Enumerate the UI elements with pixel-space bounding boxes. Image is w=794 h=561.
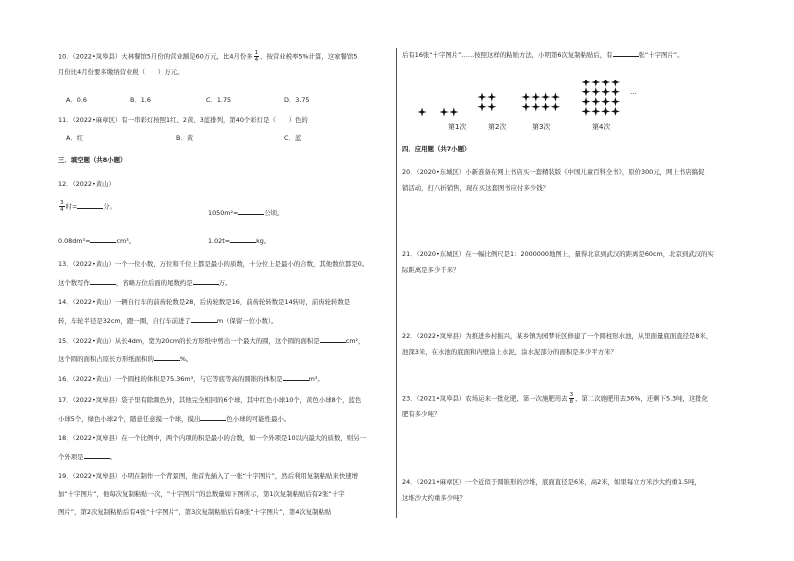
question-14-line-1: 14．（2022•黄山）一辆自行车的前齿轮数是28，后齿轮数是16，前齿轮转数是14转时，前齿轮转数是 bbox=[58, 298, 351, 306]
figure-label-1: 第1次 bbox=[448, 123, 467, 131]
figure-label-4: 第4次 bbox=[592, 123, 611, 131]
cross-image bbox=[601, 80, 610, 87]
column-divider bbox=[396, 48, 397, 518]
question-12-item-2: 1050m²= 公顷。 bbox=[208, 209, 284, 217]
option-b[interactable]: B．黄 bbox=[176, 134, 194, 142]
question-10-line-2: 月份比4月份要多缴纳营业税（ ）万元。 bbox=[58, 68, 184, 76]
figure-label-3: 第3次 bbox=[532, 123, 551, 131]
cross-image bbox=[601, 87, 610, 96]
cross-image bbox=[531, 102, 540, 111]
section-3-heading: 三．填空题（共8小题） bbox=[58, 156, 127, 164]
cross-image bbox=[581, 87, 590, 96]
question-19-line-1: 19．（2022•岚皋县）小明在制作一个背景图，他首先插入了一张“十字图片”，然后利用复制粘贴来快速增 bbox=[58, 472, 358, 480]
cross-image bbox=[541, 102, 550, 111]
cross-image bbox=[611, 97, 620, 106]
fraction: $\frac{3}{8}$ bbox=[569, 392, 574, 405]
answer-blank[interactable] bbox=[154, 354, 180, 361]
answer-blank[interactable] bbox=[283, 374, 309, 381]
cross-image bbox=[551, 92, 560, 101]
question-11-line-1: 11．（2022•麻章区）有一串彩灯按照1红、2黄、3蓝排列，第40个彩灯是（ ）色的 bbox=[58, 116, 308, 124]
cross-image bbox=[477, 102, 486, 111]
question-17-line-2: 小球5个，绿色小球2个，随意任意摸一个球，摸出 色小球的可能性最小。 bbox=[58, 415, 291, 423]
cross-image bbox=[611, 107, 620, 116]
cross-image bbox=[581, 107, 590, 116]
question-15-line-2: 这个圆的面积占原长方形纸面积的 %。 bbox=[58, 355, 193, 363]
question-22-line-1: 22．（2022•岚皋县）为推进乡村振兴，某乡镇为园梦社区修建了一个圆柱形水池，从里面量底面直径是8米， bbox=[402, 332, 713, 340]
cross-image bbox=[611, 87, 620, 96]
cross-image bbox=[551, 102, 560, 111]
cross-image bbox=[521, 102, 530, 111]
cross-image bbox=[591, 87, 600, 96]
answer-blank[interactable] bbox=[77, 202, 103, 209]
option-a[interactable]: A．红 bbox=[66, 134, 84, 142]
question-21-line-1: 21．（2020•东城区）在一幅比例尺是1：2000000地图上，量得北京到武汉的距离是60cm，北京到武汉的实 bbox=[402, 250, 714, 258]
cross-image bbox=[591, 97, 600, 106]
cross-image bbox=[487, 92, 496, 101]
question-12-item-4: 1.02t= kg。 bbox=[208, 237, 271, 245]
answer-blank[interactable] bbox=[191, 316, 217, 323]
option-c[interactable]: C．蓝 bbox=[284, 134, 302, 142]
cross-image bbox=[439, 107, 448, 116]
cross-image bbox=[521, 92, 530, 101]
question-13-line-2: 这个数写作 ，省略万位后面的尾数约是 万。 bbox=[58, 279, 232, 287]
question-17-line-1: 17．（2022•岚皋县）袋子里有除颜色外，其他完全相同的6个球，其中红色小球10个，黄色小球8个，蓝色 bbox=[58, 396, 362, 404]
fraction: $\frac{1}{4}$ bbox=[254, 50, 259, 63]
question-24-line-2: 这堆沙大约重多少吨？ bbox=[402, 494, 466, 502]
question-20-line-1: 20．（2020•东城区）小新准备在网上书店买一套精装版《中国儿童百科全书》，原价300元，网上书店搞促 bbox=[402, 168, 705, 176]
answer-blank[interactable] bbox=[90, 278, 116, 285]
fraction: $\frac{3}{4}$ bbox=[60, 200, 64, 213]
cross-image bbox=[601, 107, 610, 116]
question-12-head: 12．（2022•黄山） bbox=[58, 180, 115, 188]
question-14-line-2: 转，车轮半径是32cm，蹬一圈，自行车前进了 m（保留一位小数）。 bbox=[58, 317, 278, 325]
question-23-line-2: 肥有多少吨？ bbox=[402, 410, 441, 418]
question-15-line-1: 15．（2022•黄山）从长4dm，宽为20cm的长方形纸中剪出一个最大的圆，这个圆的面积是 cm²， bbox=[58, 337, 365, 345]
figure-ellipsis: … bbox=[630, 88, 637, 96]
cross-image bbox=[591, 107, 600, 116]
cross-image bbox=[581, 80, 590, 87]
question-19-continued: 后有16张“十字图片”……按照这样的粘贴方法，小明第6次复制粘贴后，有 张“十字图片”。 bbox=[402, 51, 684, 59]
question-21-line-2: 际距离是多少千米？ bbox=[402, 266, 460, 274]
cross-image bbox=[581, 97, 590, 106]
question-18-line-1: 18．（2022•岚皋县）在一个比例中，两个内项的积是最小的合数，如一个外项是10以内最大的质数，则另一 bbox=[58, 434, 366, 442]
question-16-line-1: 16．（2022•黄山）一个圆柱的体积是75.36m³，与它等底等高的圆锥的体积是 m³。 bbox=[58, 375, 324, 383]
cross-image bbox=[477, 92, 486, 101]
cross-image bbox=[611, 80, 620, 87]
question-10-line-1: 10．（2022•岚皋县）大林餐馆5月份的营业额是60万元，比4月份多 $\frac{1}{4}$ ，按营业税率5%计算，这家餐馆5 bbox=[58, 50, 358, 63]
question-22-line-2: 池深3米，在水池的底面和内壁涂上水泥，涂水泥部分的面积是多少平方米？ bbox=[402, 348, 617, 356]
cross-image bbox=[531, 92, 540, 101]
question-23-line-1: 23．（2021•岚皋县）农场运来一批化肥，第一次施肥用去 $\frac{3}{8}$ ，第二次施肥用去36%，还剩下5.3吨，这批化 bbox=[402, 392, 709, 405]
question-20-line-2: 销活动，打八折销售，现在买这套图书应付多少钱？ bbox=[402, 184, 549, 192]
answer-blank[interactable] bbox=[90, 236, 116, 243]
question-19-line-2: 加“十字图片”，他每次复制粘贴一次，“十字图片”的总数量如下图所示，第1次复制粘贴后有2张“十字 bbox=[58, 490, 345, 498]
question-13-line-1: 13．（2022•黄山）一个一位小数，万位和千位上都是最小的质数，十分位上是最小的合数，其他数位都是0。 bbox=[58, 260, 369, 268]
answer-blank[interactable] bbox=[84, 452, 110, 459]
cross-image bbox=[417, 107, 426, 116]
question-24-line-1: 24．（2021•麻章区）一个近似于圆锥形的沙堆，底面直径是6米，高2米，如果每立方米沙大约重1.5吨， bbox=[402, 478, 701, 486]
cross-image bbox=[591, 80, 600, 87]
option-d[interactable]: D．3.75 bbox=[284, 96, 310, 104]
option-c[interactable]: C．1.75 bbox=[206, 96, 232, 104]
answer-blank[interactable] bbox=[230, 236, 256, 243]
cross-image bbox=[601, 97, 610, 106]
question-12-item-3: 0.08dm³= cm³。 bbox=[58, 237, 136, 245]
cross-image bbox=[487, 102, 496, 111]
answer-blank[interactable] bbox=[613, 50, 639, 57]
answer-blank[interactable] bbox=[238, 208, 264, 215]
option-a[interactable]: A．0.6 bbox=[66, 96, 87, 104]
answer-blank[interactable] bbox=[320, 336, 346, 343]
cross-pattern-figure bbox=[416, 80, 656, 136]
option-b[interactable]: B．1.6 bbox=[130, 96, 151, 104]
section-4-heading: 四．应用题（共7小题） bbox=[402, 145, 471, 153]
question-19-line-3: 图片”，第2次复制粘贴后有4张“十字图片”，第3次复制粘贴后有8张“十字图片”，第4次复制粘贴 bbox=[58, 508, 332, 516]
cross-image bbox=[541, 92, 550, 101]
question-18-line-2: 个外项是 。 bbox=[58, 453, 116, 461]
answer-blank[interactable] bbox=[193, 278, 219, 285]
cross-image bbox=[449, 107, 458, 116]
figure-label-2: 第2次 bbox=[488, 123, 507, 131]
answer-blank[interactable] bbox=[200, 414, 226, 421]
question-12-item-1: $\frac{3}{4}$ 时= 分。 bbox=[60, 200, 117, 213]
